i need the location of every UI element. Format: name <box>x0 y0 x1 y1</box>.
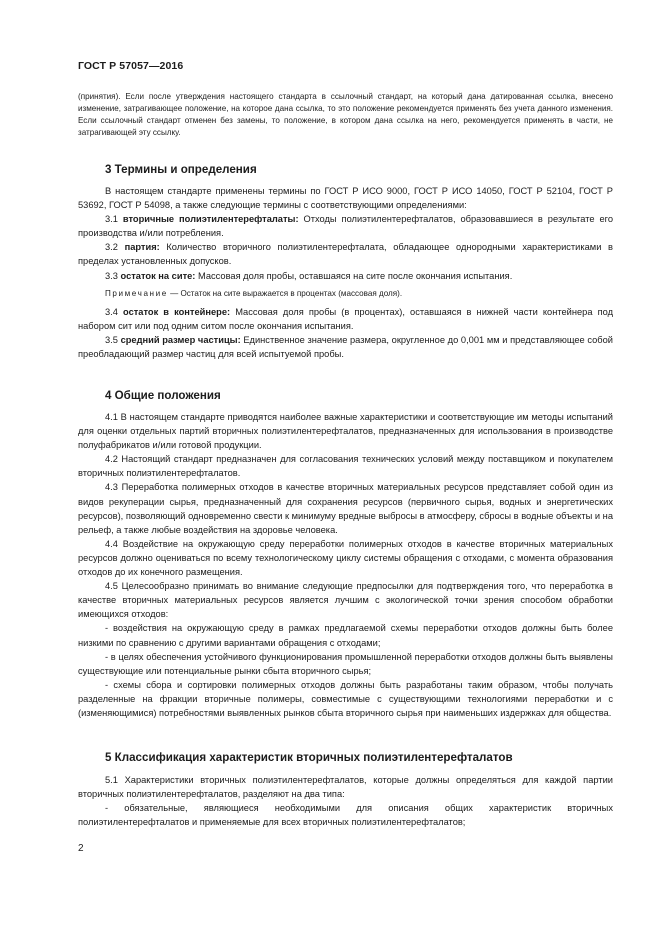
term-3-5-number: 3.5 <box>105 334 121 345</box>
section-4-paragraph-3: 4.3 Переработка полимерных отходов в качестве вторичных материальных ресурсов представляет собой один из видов рекуперации сырья, предназначенный для сохранения ресурсов (первичного сырья, водных и энергетических ресурсов), позволяющий одновременно свести к минимуму вредные выбросы в атмосферу, сбросы в водные объекты и на рельеф, а также любые воздействия на здоровье человека. <box>78 482 613 535</box>
section-3-title-block <box>78 162 613 178</box>
section-5-bullet-1: - обязательные, являющиеся необходимыми для описания общих характеристик вторичных полиэтилентерефталатов и применяемые для всех вторичных полиэтилентерефталатов; <box>78 803 613 828</box>
term-3-3-note <box>78 288 613 300</box>
section-3-title: 3 Термины и определения <box>105 163 257 176</box>
note-text: — Остаток на сите выражается в процентах (массовая доля). <box>167 288 403 298</box>
term-3-4-definition: Массовая доля пробы (в процентах), оставшаяся в нижней части контейнера под набором сит или под одним ситом после окончания испытания. <box>78 306 614 331</box>
section-4-paragraph-1: 4.1 В настоящем стандарте приводятся наиболее важные характеристики и соответствующие им методы испытаний для оценки отдельных партий вторичных полиэтилентерефталатов, предназначенных для использования в производстве полуфабрикатов и/или готовой продукции. <box>78 412 613 451</box>
page-number: 2 <box>78 843 84 854</box>
term-3-1 <box>78 212 613 240</box>
term-3-4 <box>78 305 613 333</box>
term-3-5-definition: Единственное значение размера, округленное до 0,001 мм и представляющее собой преобладающий размер частиц для всей испытуемой пробы. <box>78 334 613 359</box>
section-4-body <box>78 410 613 720</box>
section-4-paragraph-2: 4.2 Настоящий стандарт предназначен для согласования технических условий между поставщиком и покупателем вторичных полиэтилентерефталатов. <box>78 454 613 479</box>
intro-paragraph: (принятия). Если после утверждения настоящего стандарта в ссылочный стандарт, на который дана датированная ссылка, внесено изменение, затрагивающее положение, на которое дана ссылка, то это положение рекомендуется применять без учета данного изменения. Если ссылочный стандарт отменен без замены, то положение, в котором дана ссылка на него, рекомендуется применять в части, не затрагивающей эту ссылку. <box>78 92 613 137</box>
section-4-bullet-1: - воздействия на окружающую среду в рамках предлагаемой схемы переработки отходов должны быть более низкими по сравнению с другими вариантами обращения с отходами; <box>78 623 613 648</box>
term-3-1-definition: Отходы полиэтилентерефталатов, образовавшиеся в результате его производства и/или потребления. <box>78 214 613 239</box>
section-4-title-block <box>78 388 613 404</box>
term-3-4-number: 3.4 <box>105 306 124 317</box>
section-4-bullet-2: - в целях обеспечения устойчивого функционирования промышленной переработки отходов должны быть выявлены существующие или потенциальные рынки сбыта вторичного сырья; <box>78 651 613 676</box>
intro-paragraph-block <box>78 91 613 139</box>
term-3-2-term: партия: <box>124 242 160 253</box>
section-5-paragraph-1: 5.1 Характеристики вторичных полиэтилентерефталатов, которые должны определяться для каждой партии вторичных полиэтилентерефталатов, разделяют на два типа: <box>78 775 613 800</box>
section-3-intro-paragraph: В настоящем стандарте применены термины по ГОСТ Р ИСО 9000, ГОСТ Р ИСО 14050, ГОСТ Р 52104, ГОСТ Р 53692, ГОСТ Р 54098, а также следующие термины с соответствующими определениями: <box>78 186 613 211</box>
term-3-5-term: средний размер частицы: <box>120 334 241 345</box>
document-code-header: ГОСТ Р 57057—2016 <box>78 60 184 72</box>
term-3-2-definition: Количество вторичного полиэтилентерефталата, обладающее однородными характеристиками в пределах установленных допусков. <box>78 242 613 267</box>
term-3-1-term: вторичные полиэтилентерефталаты: <box>122 214 299 225</box>
term-3-3-number: 3.3 <box>105 270 121 281</box>
term-3-3-definition: Массовая доля пробы, оставшаяся на сите после окончания испытания. <box>195 270 513 281</box>
section-5-body <box>78 773 613 829</box>
section-4-paragraph-5: 4.5 Целесообразно принимать во внимание следующие предпосылки для подтверждения того, что переработка в качестве вторичных материальных ресурсов является лучшим с экологической точки зрения способом обработки имеющихся отходов: <box>78 581 613 620</box>
section-4-paragraph-4: 4.4 Воздействие на окружающую среду переработки полимерных отходов в качестве вторичных материальных ресурсов должно оцениваться по всему технологическому циклу системы обращения с отходами, с момента образования отходов до их конечного размещения. <box>78 538 613 578</box>
term-3-2-number: 3.2 <box>105 242 125 253</box>
term-3-2 <box>78 240 613 268</box>
section-4-title: 4 Общие положения <box>105 389 221 402</box>
note-label: Примечание <box>105 288 168 298</box>
section-5-title: 5 Классификация характеристик вторичных полиэтилентерефталатов <box>105 751 513 764</box>
section-3-body <box>78 184 613 361</box>
term-3-3 <box>78 269 613 283</box>
term-3-4-term: остаток в контейнере: <box>123 306 231 317</box>
term-3-1-number: 3.1 <box>105 214 123 225</box>
section-5-title-block <box>78 750 613 766</box>
section-4-bullet-3: - схемы сбора и сортировки полимерных отходов должны быть разработаны таким образом, чтобы получать разделенные на фракции вторичные полимеры, совместимые с существующими технологиями переработки и с (изменяющимися) потребностями выявленных рынков сбыта вторичного сырья при наименьших издержках для общества. <box>78 679 613 718</box>
term-3-3-term: остаток на сите: <box>120 270 196 281</box>
term-3-5 <box>78 333 613 361</box>
